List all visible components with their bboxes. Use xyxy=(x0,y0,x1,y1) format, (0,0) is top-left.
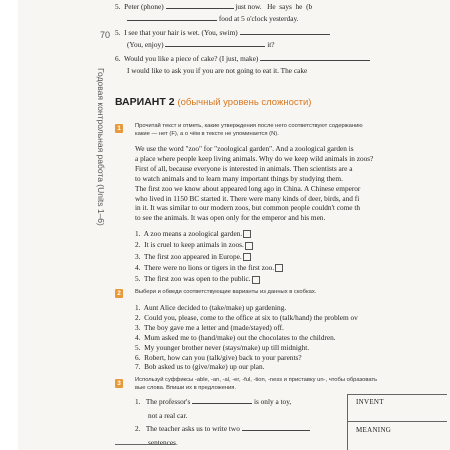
item-text: The teacher asks us to write two xyxy=(145,424,240,433)
exercise-item-5 xyxy=(115,2,312,12)
statement-item xyxy=(135,251,283,262)
item-text: he xyxy=(295,2,303,11)
task-1-badge: 1 xyxy=(115,124,123,133)
item-text: Would you like a piece of cake? (I just, make) xyxy=(124,54,259,63)
item-text[interactable]: The boy gave me a letter and (made/stayed) off. xyxy=(144,322,284,332)
statement-text: It is cruel to keep animals in zoos. xyxy=(144,240,244,250)
variant-subtitle: (обычный уровень сложности) xyxy=(177,97,312,108)
variant-heading xyxy=(115,97,311,108)
paragraph-line: First of all, because everyone is interested in animals. Then scientists are a xyxy=(135,163,353,173)
root-word: MEANING xyxy=(356,426,392,434)
task-3-item-2-line2: sentences. xyxy=(148,438,178,447)
footnote-rule xyxy=(115,444,175,445)
exercise-item-5b xyxy=(115,28,330,38)
answer-blank[interactable] xyxy=(240,34,330,35)
answer-checkbox[interactable] xyxy=(275,264,283,272)
task-1-paragraph xyxy=(135,144,373,223)
list-item xyxy=(135,362,358,372)
variant-title: ВАРИАНТ 2 xyxy=(115,96,175,108)
item-number: 6. xyxy=(135,352,141,362)
task-3-item-1 xyxy=(135,397,291,407)
paragraph-line: to watch animals and to learn many important things by studying them. xyxy=(135,173,343,183)
statement-item xyxy=(135,228,283,239)
item-number: 5. xyxy=(135,274,141,284)
paragraph-line: in it. It was similar to our modern zoos, but common people couldn't come th xyxy=(135,203,361,213)
item-text[interactable]: Aunt Alice decided to (take/make) up gardening. xyxy=(143,303,287,312)
answer-blank[interactable] xyxy=(192,403,252,404)
item-text[interactable]: My younger brother never (stays/make) up till midnight. xyxy=(144,342,310,352)
item-text: is only a toy, xyxy=(253,397,292,406)
task-2-items xyxy=(135,303,358,372)
item-text[interactable]: Mum asked me to (hand/make) out the chocolates to the children. xyxy=(144,332,336,342)
item-number: 1. xyxy=(135,229,141,238)
item-text[interactable]: Could you, please, come to the office at six to (talk/hand) the problem ov xyxy=(144,312,358,322)
answer-blank[interactable] xyxy=(260,60,370,61)
side-section-title: Годовая контрольная работа (Units 1–6) xyxy=(96,68,106,226)
paragraph-line: a place where people keep living animals. Why do we keep wild animals in zoos? xyxy=(135,153,374,163)
task-3-item-1-line2: not a real car. xyxy=(148,411,188,420)
exercise-item-5b-line2 xyxy=(127,40,275,50)
word-cell-invent xyxy=(347,395,450,423)
item-text: I would like to ask you if you are not going to eat it. The cake xyxy=(127,66,308,75)
statement-text: The first zoo appeared in Europe. xyxy=(144,251,242,261)
list-item xyxy=(135,353,358,363)
item-hint: (b xyxy=(306,2,313,11)
table-divider xyxy=(347,421,447,422)
item-number: 2. xyxy=(135,424,141,433)
item-text: just now. xyxy=(235,2,262,11)
answer-checkbox[interactable] xyxy=(245,242,253,250)
statement-text: There were no lions or tigers in the first zoo. xyxy=(144,262,275,272)
answer-blank[interactable] xyxy=(165,46,265,47)
item-number: 5. xyxy=(115,28,121,37)
statement-text: A zoo means a zoological garden. xyxy=(143,229,243,238)
item-text: it? xyxy=(267,40,275,49)
item-number: 4. xyxy=(135,332,141,342)
side-margin xyxy=(18,0,128,450)
answer-checkbox[interactable] xyxy=(243,230,251,238)
item-number: 1. xyxy=(135,303,141,312)
item-text[interactable]: Robert, how can you (talk/give) back to your parents? xyxy=(144,352,302,362)
answer-blank[interactable] xyxy=(242,430,310,431)
list-item xyxy=(135,303,358,313)
list-item xyxy=(135,343,358,353)
item-number: 4. xyxy=(135,262,141,272)
item-hint: (phone) xyxy=(140,2,164,11)
exercise-item-6 xyxy=(115,54,370,64)
task-3-item-2 xyxy=(135,424,310,434)
task-2-instruction: Выбери и обведи соответствующие варианты из данных в скобках. xyxy=(135,289,317,295)
answer-checkbox[interactable] xyxy=(252,276,260,284)
answer-blank[interactable] xyxy=(166,8,234,9)
instruction-line: Используй суффиксы -able, -an, -al, -er, -ful, -tion, -ness и приставку un-, чтобы образовать xyxy=(135,377,378,383)
item-text[interactable]: Bob asked us to (give/make) up our plan. xyxy=(144,362,265,372)
item-number: 1. xyxy=(135,397,141,406)
item-number: 3. xyxy=(135,322,141,332)
exercise-item-6-line2 xyxy=(127,66,307,76)
item-text: I see that your hair is wet. (You, swim) xyxy=(124,28,238,37)
statement-item xyxy=(135,273,283,284)
item-number: 7. xyxy=(135,362,141,372)
page-content xyxy=(115,0,450,450)
root-word: INVENT xyxy=(356,398,384,406)
statement-item xyxy=(135,239,283,250)
task-1-statements xyxy=(135,228,283,284)
answer-blank[interactable] xyxy=(127,20,217,21)
instruction-line: Прочитай текст и отметь, какие утверждения после него соответствуют содержанию xyxy=(135,123,363,129)
paragraph-line: who lived in 1150 BC started it. There were many kinds of deer, birds, and fi xyxy=(135,193,360,203)
statement-item xyxy=(135,262,283,273)
list-item xyxy=(135,333,358,343)
item-number: 2. xyxy=(135,240,141,250)
page-number: 70 xyxy=(100,30,111,40)
statement-text: The first zoo was open to the public. xyxy=(144,274,251,284)
item-text: He xyxy=(267,2,276,11)
paragraph-line: to see the animals. It was open only for the emperor and his men. xyxy=(135,213,326,223)
instruction-line: какие — нет (F), а о чём в тексте не упоминается (N). xyxy=(135,130,279,137)
item-hint: (You, enjoy) xyxy=(127,40,164,49)
exercise-item-5-line2 xyxy=(127,14,299,24)
item-text: The professor's xyxy=(145,397,191,406)
item-text: Peter xyxy=(124,2,140,11)
task-3-instruction xyxy=(135,377,377,392)
item-number: 6. xyxy=(115,54,121,63)
task-1-instruction xyxy=(135,123,363,138)
list-item xyxy=(135,313,358,323)
item-number: 3. xyxy=(135,251,141,261)
list-item xyxy=(135,323,358,333)
item-number: 5. xyxy=(115,2,121,11)
task-3-badge: 3 xyxy=(115,379,123,388)
item-number: 5. xyxy=(135,342,141,352)
paragraph-line: The first zoo we know about appeared long ago in China. A Chinese emperor xyxy=(135,183,361,193)
word-cell-meaning xyxy=(347,423,450,450)
answer-checkbox[interactable] xyxy=(243,253,251,261)
task-2-badge: 2 xyxy=(115,289,123,298)
item-text: food at 5 o'clock yesterday. xyxy=(218,14,299,23)
instruction-line: вые слова. Впиши их в предложения. xyxy=(135,384,237,391)
paragraph-line: We use the word "zoo" for "zoological garden". And a zoological garden is xyxy=(135,144,354,153)
item-number: 2. xyxy=(135,312,141,322)
item-text: says xyxy=(279,2,292,11)
